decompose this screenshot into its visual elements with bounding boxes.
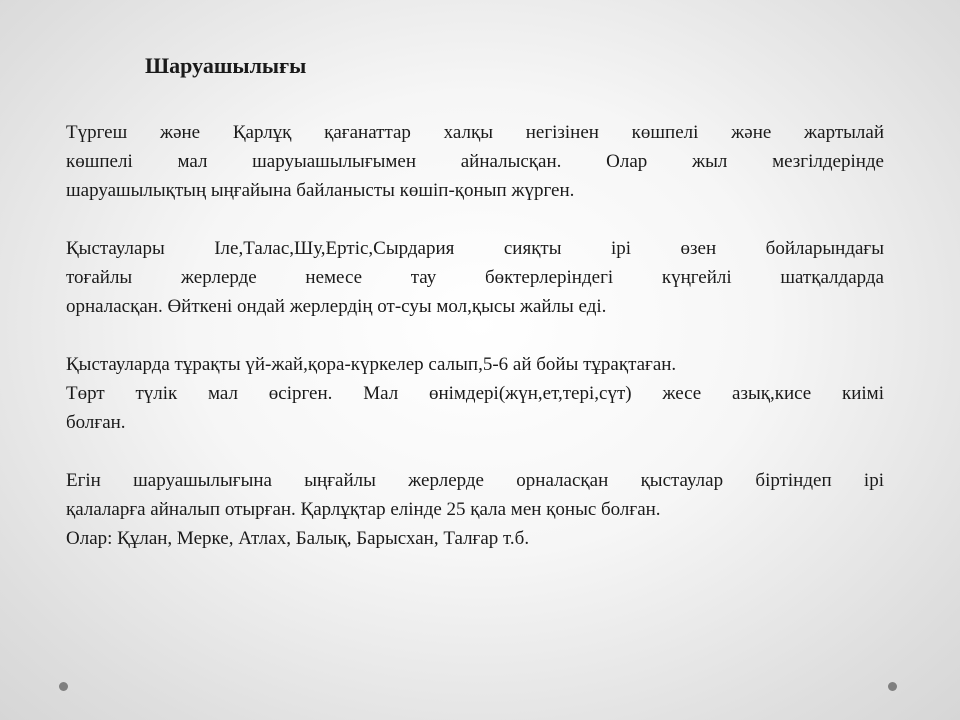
- paragraph-3-line-3: болған.: [66, 412, 126, 433]
- slide-nav-dot-left: [59, 682, 68, 691]
- paragraph-4-line-2: қалаларға айналып отырған. Қарлұқтар елінде 25 қала мен қоныс болған.: [66, 499, 661, 520]
- paragraph-4-line-3: Олар: Құлан, Мерке, Атлах, Балық, Барысхан, Талғар т.б.: [66, 528, 530, 549]
- slide-title: Шаруашылығы: [145, 53, 307, 78]
- paragraph-4-line-1: Егін шаруашылығына ыңғайлы жерлерде орналасқан қыстаулар біртіндеп ірі: [66, 470, 884, 491]
- paragraph-2-line-3: орналасқан. Өйткені ондай жерлердің от-суы мол,қысы жайлы еді.: [66, 296, 607, 317]
- paragraph-2-line-1: Қыстаулары Іле,Талас,Шу,Ертіс,Сырдария сияқты ірі өзен бойларындағы: [66, 238, 884, 259]
- paragraph-2-line-2: тоғайлы жерлерде немесе тау бөктерлеріндегі күңгейлі шатқалдарда: [66, 267, 884, 288]
- paragraph-1-line-3: шаруашылықтың ыңғайына байланысты көшіп-қонып жүрген.: [66, 180, 575, 201]
- paragraph-4: [66, 466, 884, 553]
- slide-body: [66, 118, 884, 582]
- paragraph-1: [66, 118, 884, 205]
- paragraph-1-line-2: көшпелі мал шаруыашылығымен айналысқан. Олар жыл мезгілдерінде: [66, 151, 884, 172]
- paragraph-2: [66, 234, 884, 321]
- slide-nav-dot-right: [888, 682, 897, 691]
- paragraph-1-line-1: Түргеш және Қарлұқ қағанаттар халқы негізінен көшпелі және жартылай: [66, 122, 884, 143]
- paragraph-3-line-2: Төрт түлік мал өсірген. Мал өнімдері(жүн,ет,тері,сүт) жесе азық,кисе киімі: [66, 383, 884, 404]
- paragraph-3: [66, 350, 884, 437]
- paragraph-3-line-1: Қыстауларда тұрақты үй-жай,қора-күркелер салып,5-6 ай бойы тұрақтаған.: [66, 354, 677, 375]
